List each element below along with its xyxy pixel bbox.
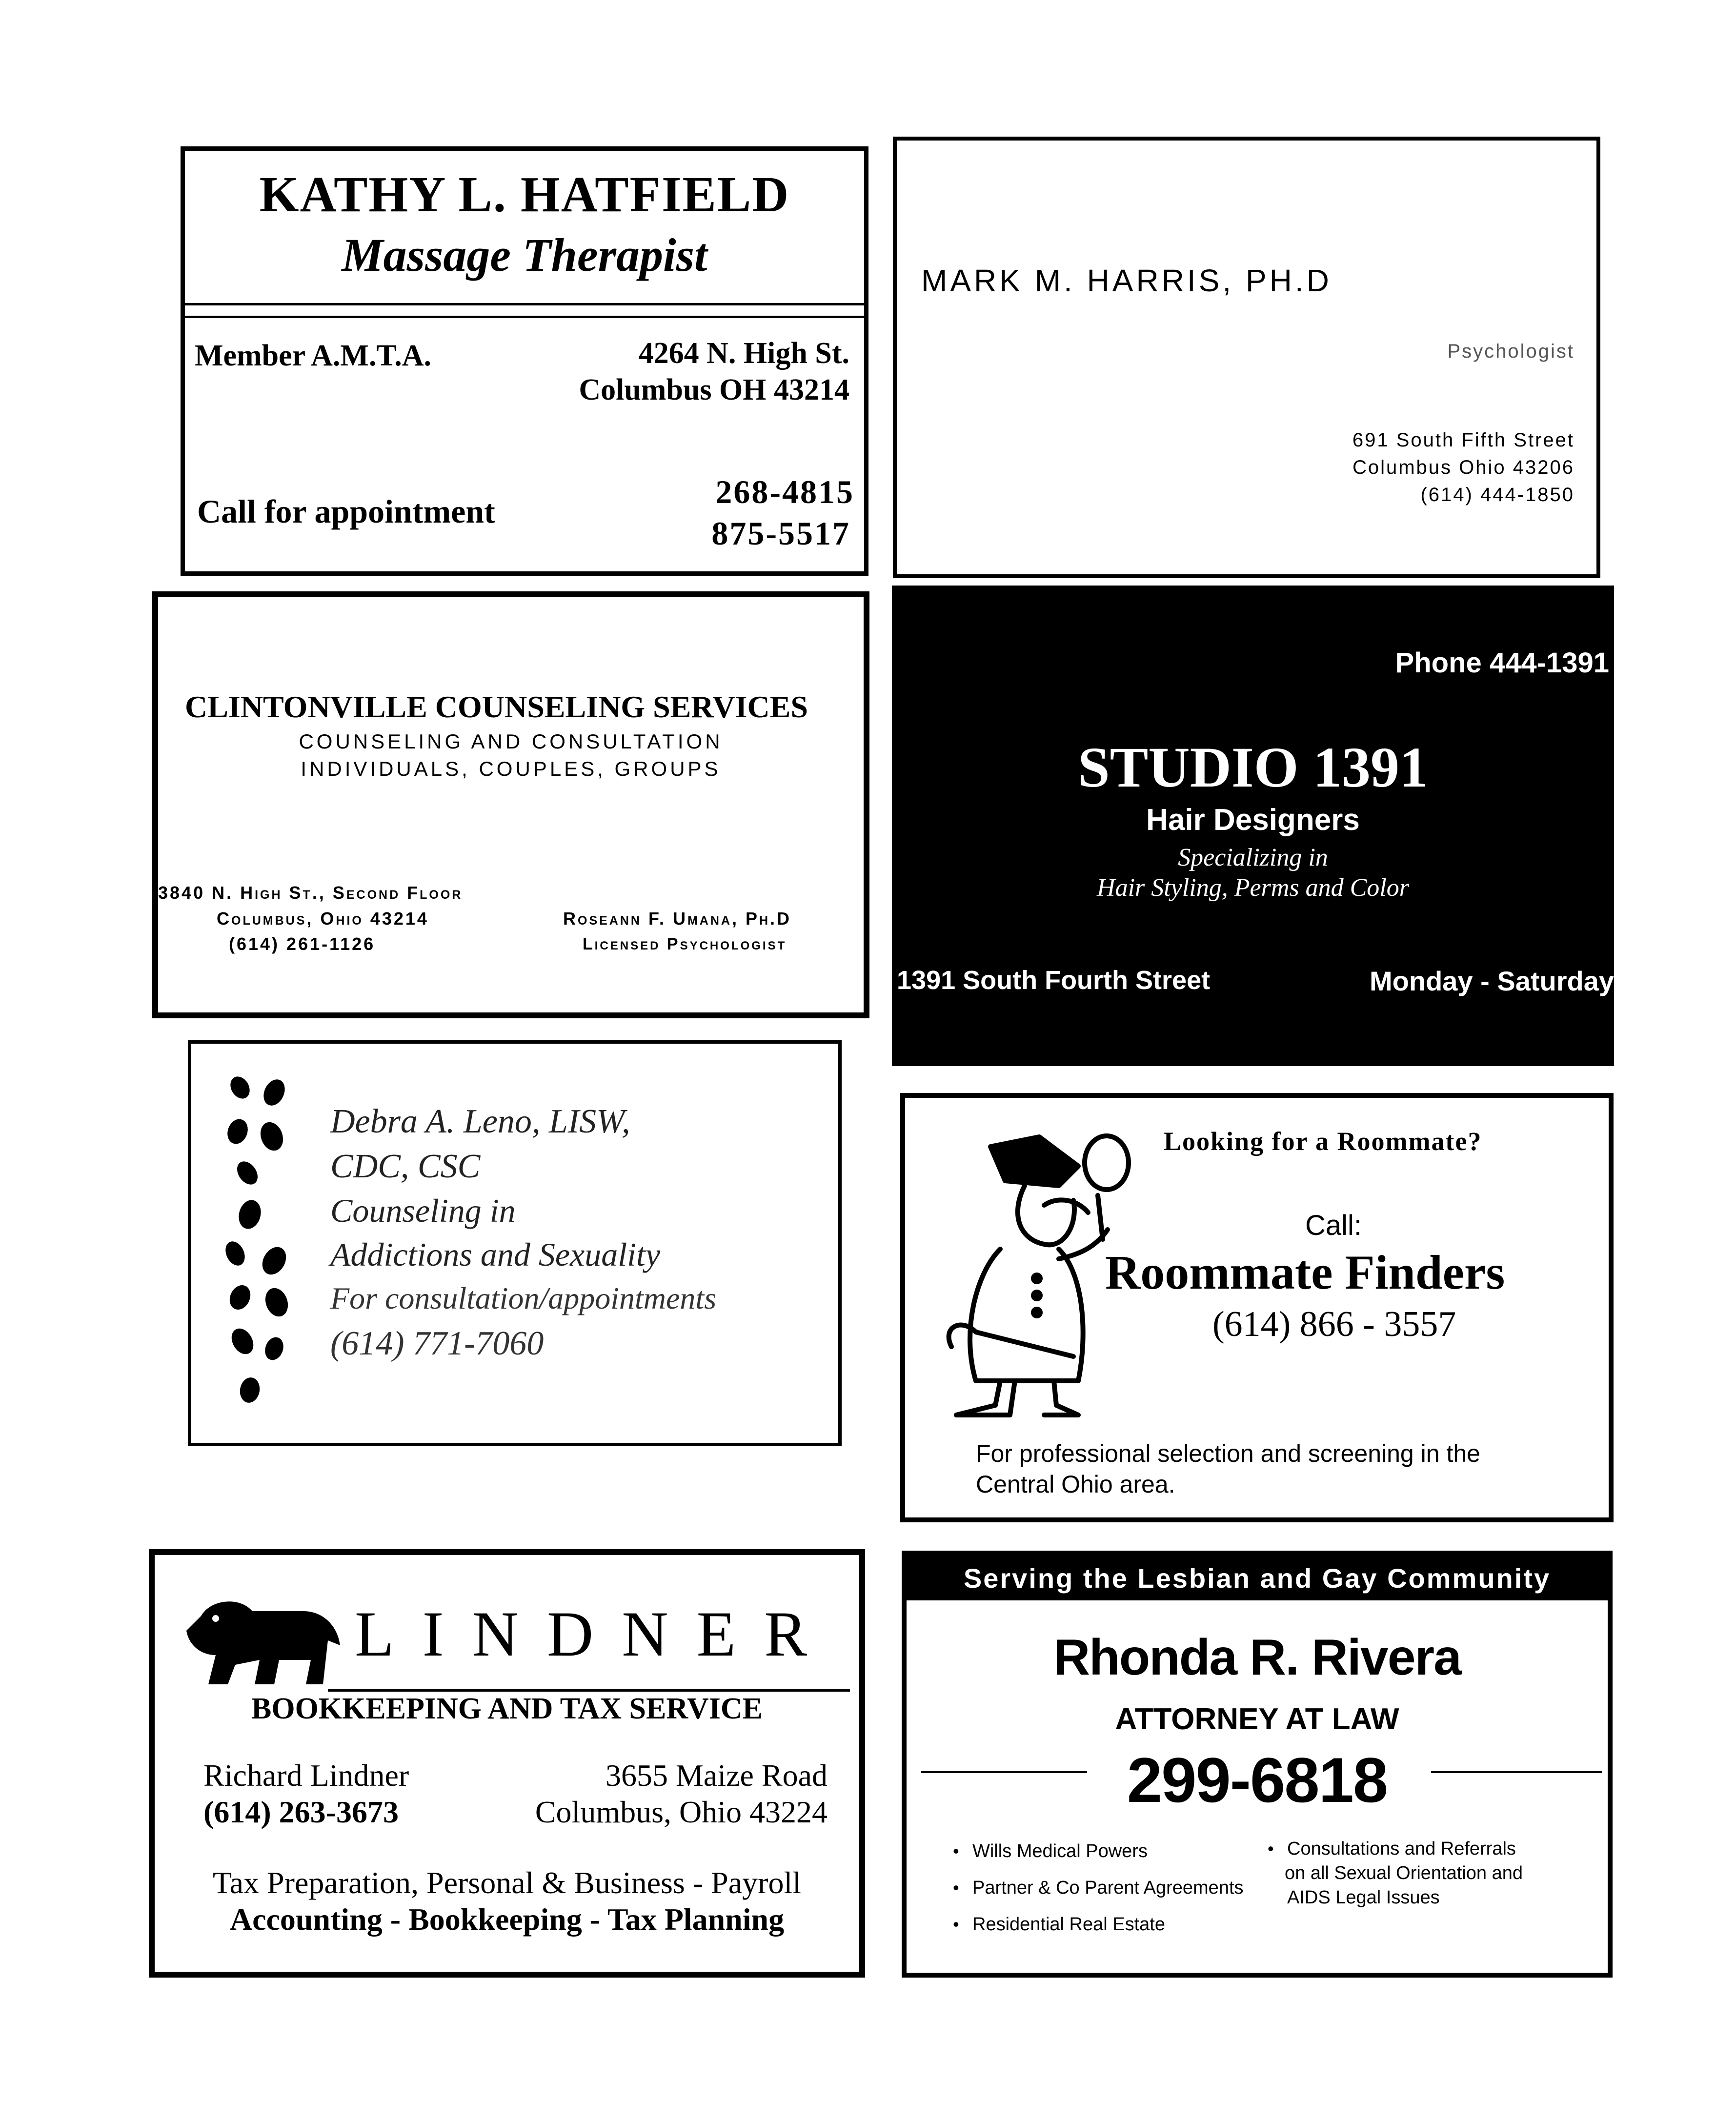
leaf-border-icon	[221, 1068, 299, 1410]
lion-logo-icon	[182, 1592, 343, 1689]
rivera-service-2: Partner & Co Parent Agreements	[972, 1878, 1244, 1898]
hatfield-address-2: Columbus OH 43214	[579, 373, 849, 406]
lindner-subtitle: BOOKKEEPING AND TAX SERVICE	[251, 1692, 763, 1725]
clintonville-line-1: COUNSELING AND CONSULTATION	[299, 730, 723, 753]
hatfield-title: Massage Therapist	[342, 229, 707, 281]
clintonville-person-title: Licensed Psychologist	[583, 935, 787, 953]
roommate-heading: Looking for a Roommate?	[1164, 1127, 1482, 1156]
hatfield-call: Call for appointment	[197, 493, 495, 530]
harris-title: Psychologist	[1447, 341, 1575, 362]
rivera-banner-band	[907, 1556, 1608, 1600]
rivera-referrals-3: AIDS Legal Issues	[1287, 1887, 1440, 1908]
lindner-services-2: Accounting - Bookkeeping - Tax Planning	[229, 1902, 785, 1937]
harris-name: MARK M. HARRIS, PH.D	[921, 263, 1332, 298]
studio-hours: Monday - Saturday	[1370, 966, 1614, 996]
lindner-card	[149, 1549, 865, 1978]
rivera-service-3: Residential Real Estate	[972, 1914, 1165, 1935]
bullet-icon: •	[953, 1914, 959, 1934]
leno-line-6: (614) 771-7060	[330, 1325, 544, 1362]
studio-tagline-2: Hair Styling, Perms and Color	[1097, 874, 1409, 902]
rivera-card	[902, 1551, 1613, 1978]
studio-address: 1391 South Fourth Street	[897, 966, 1211, 995]
bullet-icon: •	[953, 1841, 959, 1861]
leno-line-2: CDC, CSC	[330, 1148, 481, 1185]
divider	[1431, 1771, 1602, 1773]
clintonville-line-2: INDIVIDUALS, COUPLES, GROUPS	[301, 757, 721, 780]
bullet-icon: •	[953, 1878, 959, 1898]
lindner-address-2: Columbus, Ohio 43224	[535, 1795, 828, 1829]
divider	[185, 316, 864, 318]
hatfield-member: Member A.M.T.A.	[195, 339, 431, 372]
leno-line-1: Debra A. Leno, LISW,	[330, 1103, 630, 1140]
roommate-footer-1: For professional selection and screening in the	[976, 1440, 1480, 1467]
leno-line-4: Addictions and Sexuality	[330, 1236, 661, 1273]
rivera-referrals-1: Consultations and Referrals	[1287, 1839, 1516, 1859]
studio-tagline-1: Specializing in	[1178, 844, 1328, 871]
hatfield-name: KATHY L. HATFIELD	[259, 166, 790, 222]
roommate-name: Roommate Finders	[1105, 1245, 1505, 1299]
lindner-phone: (614) 263-3673	[203, 1795, 399, 1829]
roommate-phone: (614) 866 - 3557	[1212, 1304, 1456, 1344]
harris-phone: (614) 444-1850	[1420, 484, 1575, 505]
studio-name: STUDIO 1391	[1078, 735, 1428, 799]
lindner-name: LINDNER	[355, 1598, 836, 1670]
clintonville-name: CLINTONVILLE COUNSELING SERVICES	[185, 689, 808, 724]
clintonville-phone: (614) 261-1126	[229, 934, 376, 954]
clintonville-person: Roseann F. Umana, Ph.D	[563, 909, 792, 929]
hatfield-address-1: 4264 N. High St.	[638, 337, 849, 370]
rivera-title: ATTORNEY AT LAW	[1115, 1702, 1399, 1736]
roommate-footer-2: Central Ohio area.	[976, 1471, 1175, 1498]
bullet-icon: •	[1268, 1839, 1274, 1859]
rivera-referrals-2: on all Sexual Orientation and	[1285, 1863, 1523, 1883]
lindner-services-1: Tax Preparation, Personal & Business - Payroll	[213, 1865, 801, 1900]
leno-line-3: Counseling in	[330, 1192, 516, 1229]
clintonville-address-1: 3840 N. High St., Second Floor	[158, 883, 463, 903]
roommate-call: Call:	[1305, 1210, 1362, 1241]
lindner-person: Richard Lindner	[203, 1758, 409, 1793]
harris-address-1: 691 South Fifth Street	[1352, 429, 1575, 451]
rivera-phone: 299-6818	[1127, 1744, 1388, 1816]
harris-card	[893, 137, 1600, 578]
hatfield-phone-1: 268-4815	[715, 473, 854, 510]
roommate-card	[900, 1093, 1614, 1522]
leno-line-5: For consultation/appointments	[330, 1281, 717, 1315]
lindner-address-1: 3655 Maize Road	[606, 1758, 828, 1793]
rivera-name: Rhonda R. Rivera	[1053, 1629, 1461, 1686]
divider	[185, 303, 864, 305]
rivera-banner: Serving the Lesbian and Gay Community	[963, 1563, 1551, 1594]
clintonville-address-2: Columbus, Ohio 43214	[217, 909, 429, 929]
studio-card	[892, 586, 1614, 1066]
studio-phone: Phone 444-1391	[1395, 647, 1609, 679]
hatfield-card	[181, 146, 868, 576]
hatfield-phone-2: 875-5517	[711, 515, 850, 552]
clintonville-card	[152, 591, 869, 1018]
harris-address-2: Columbus Ohio 43206	[1352, 457, 1575, 478]
rivera-service-1: Wills Medical Powers	[972, 1841, 1148, 1861]
studio-subtitle: Hair Designers	[1146, 803, 1360, 837]
leno-card	[188, 1040, 842, 1446]
